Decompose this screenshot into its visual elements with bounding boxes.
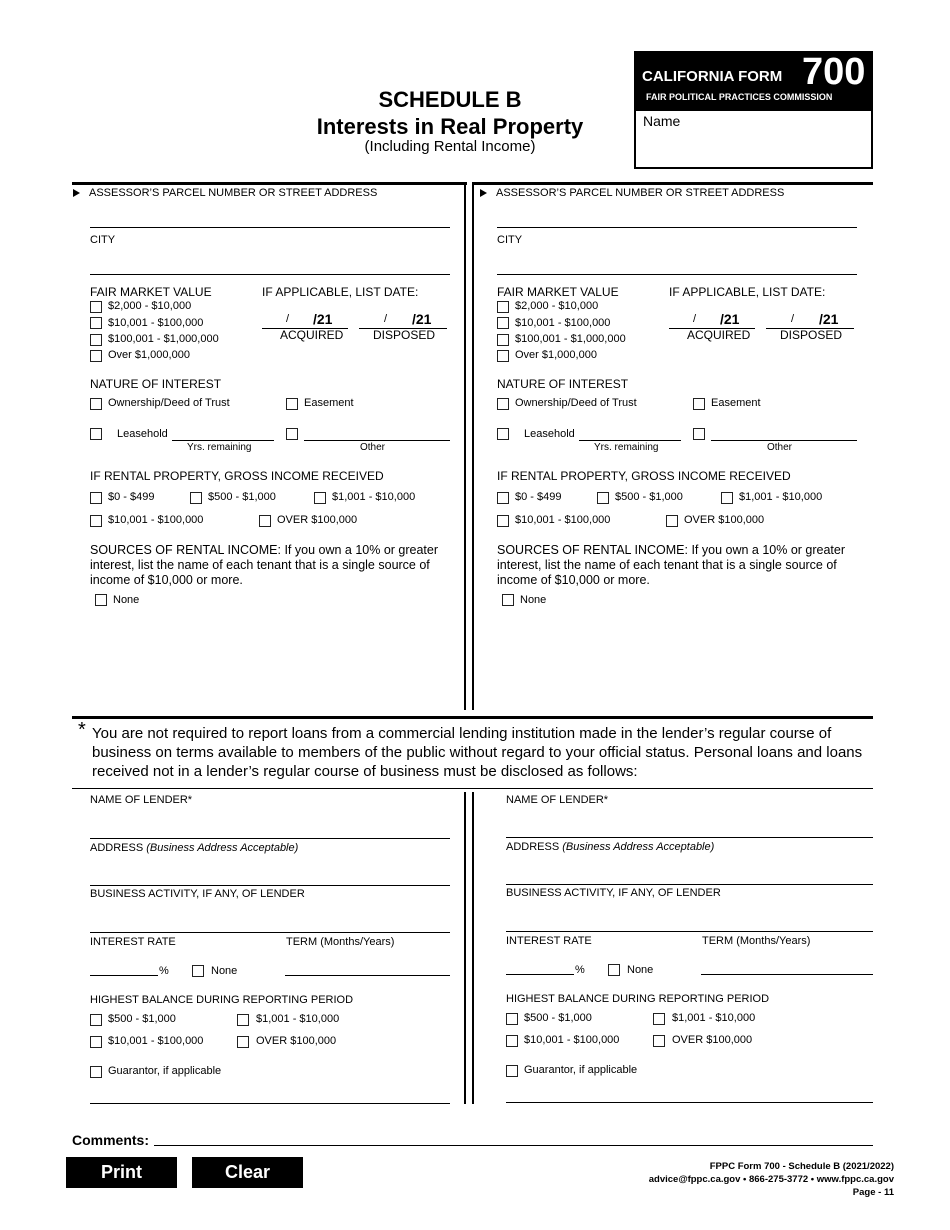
footer-info [649, 1160, 894, 1199]
list-date-label: IF APPLICABLE, LIST DATE: [262, 285, 419, 299]
fmv-option-3: $100,001 - $1,000,000 [515, 333, 626, 345]
fmv-checkbox-1[interactable] [90, 301, 102, 313]
rate-input[interactable] [506, 974, 574, 975]
address-input[interactable] [90, 885, 450, 886]
property-column-right [479, 185, 869, 705]
rental-checkbox-2[interactable] [597, 492, 609, 504]
easement-label: Easement [304, 397, 354, 409]
guarantor-label: Guarantor, if applicable [108, 1065, 222, 1077]
rental-checkbox-1[interactable] [90, 492, 102, 504]
fmv-label: FAIR MARKET VALUE [497, 285, 619, 299]
balance-option-3: $10,001 - $100,000 [524, 1034, 620, 1046]
activity-input[interactable] [506, 931, 873, 932]
none-checkbox[interactable] [502, 594, 514, 606]
balance-checkbox-2[interactable] [237, 1014, 249, 1026]
guarantor-input[interactable] [90, 1103, 450, 1104]
none-checkbox[interactable] [95, 594, 107, 606]
acquired-slash: / [286, 313, 290, 325]
property-column-left [72, 185, 462, 705]
form-reference: FPPC Form 700 - Schedule B (2021/2022) [709, 1161, 894, 1172]
schedule-title: SCHEDULE B [378, 87, 522, 112]
percent-sign: % [575, 964, 585, 976]
balance-checkbox-1[interactable] [506, 1013, 518, 1025]
comments-label: Comments: [72, 1132, 150, 1148]
form-number: 700 [802, 51, 866, 93]
balance-checkbox-4[interactable] [653, 1035, 665, 1047]
other-label: Other [767, 442, 793, 453]
loan-divider-right [472, 792, 474, 1104]
other-checkbox[interactable] [693, 428, 705, 440]
city-input[interactable] [90, 274, 450, 275]
parcel-label: ASSESSOR’S PARCEL NUMBER OR STREET ADDRESS [89, 187, 378, 199]
rental-checkbox-4[interactable] [90, 515, 102, 527]
rate-none-checkbox[interactable] [192, 965, 204, 977]
rental-label: IF RENTAL PROPERTY, GROSS INCOME RECEIVED [497, 469, 791, 483]
other-input[interactable] [711, 440, 857, 441]
none-label: None [113, 594, 140, 606]
nature-label: NATURE OF INTEREST [497, 377, 629, 391]
easement-label: Easement [711, 397, 761, 409]
rental-option-2: $500 - $1,000 [208, 491, 276, 503]
none-label: None [520, 594, 547, 606]
acquired-year: /21 [313, 311, 333, 327]
balance-option-3: $10,001 - $100,000 [108, 1035, 204, 1047]
leasehold-label: Leasehold [524, 428, 575, 440]
acquired-year: /21 [720, 311, 740, 327]
address-label-text: ADDRESS [90, 842, 144, 854]
clear-button[interactable]: Clear [192, 1157, 303, 1188]
balance-label: HIGHEST BALANCE DURING REPORTING PERIOD [90, 994, 354, 1006]
percent-sign: % [159, 965, 169, 977]
guarantor-checkbox[interactable] [90, 1066, 102, 1078]
balance-option-2: $1,001 - $10,000 [672, 1012, 756, 1024]
rental-checkbox-5[interactable] [259, 515, 271, 527]
activity-input[interactable] [90, 932, 450, 933]
rate-input[interactable] [90, 975, 158, 976]
fmv-option-4: Over $1,000,000 [515, 349, 597, 361]
balance-checkbox-3[interactable] [90, 1036, 102, 1048]
activity-label: BUSINESS ACTIVITY, IF ANY, OF LENDER [506, 887, 721, 899]
rental-checkbox-2[interactable] [190, 492, 202, 504]
notice-asterisk: * [78, 719, 86, 741]
property-divider-left [464, 182, 466, 710]
sources-text: SOURCES OF RENTAL INCOME: If you own a 10% or greater interest, list the name of each tenant that is a single source of income of $10,000 or more. [497, 543, 846, 587]
rate-label: INTEREST RATE [506, 935, 592, 947]
yrs-remaining-label: Yrs. remaining [594, 442, 659, 453]
address-label-text: ADDRESS [506, 841, 560, 853]
rental-option-4: $10,001 - $100,000 [515, 514, 611, 526]
rental-checkbox-4[interactable] [497, 515, 509, 527]
property-divider-right [472, 182, 474, 710]
comments-input[interactable] [154, 1145, 873, 1146]
acquired-label: ACQUIRED [687, 328, 751, 342]
activity-label: BUSINESS ACTIVITY, IF ANY, OF LENDER [90, 888, 305, 900]
disposed-year: /21 [412, 311, 432, 327]
rental-option-1: $0 - $499 [108, 491, 155, 503]
address-input[interactable] [506, 884, 873, 885]
disposed-label: DISPOSED [373, 328, 436, 342]
disposed-slash: / [384, 313, 388, 325]
fmv-option-2: $10,001 - $100,000 [108, 317, 204, 329]
fmv-checkbox-1[interactable] [497, 301, 509, 313]
notice-text: You are not required to report loans from a commercial lending institution made in the lender’s regular course of business on terms available to members of the public without regard to your official status. Personal loans and loans received not in a lender’s regular course of business must be disclosed as follows: [92, 725, 863, 780]
acquired-label: ACQUIRED [280, 328, 344, 342]
sources-text: SOURCES OF RENTAL INCOME: If you own a 10% or greater interest, list the name of each tenant that is a single source of income of $10,000 or more. [90, 543, 439, 587]
guarantor-checkbox[interactable] [506, 1065, 518, 1077]
pointer-arrow-icon [480, 189, 487, 197]
schedule-subtitle: Interests in Real Property [316, 114, 584, 139]
form-id-box [634, 51, 873, 169]
yrs-remaining-label: Yrs. remaining [187, 442, 252, 453]
address-label [506, 841, 714, 853]
fmv-checkbox-4[interactable] [497, 350, 509, 362]
form-label: CALIFORNIA FORM [642, 68, 783, 85]
list-date-label: IF APPLICABLE, LIST DATE: [669, 285, 826, 299]
rental-option-4: $10,001 - $100,000 [108, 514, 204, 526]
commission-label: FAIR POLITICAL PRACTICES COMMISSION [646, 92, 833, 102]
lender-input[interactable] [506, 837, 873, 838]
schedule-subtitle-note: (Including Rental Income) [364, 138, 536, 155]
rate-label: INTEREST RATE [90, 936, 176, 948]
balance-option-1: $500 - $1,000 [524, 1012, 592, 1024]
page-number: Page - 11 [852, 1187, 894, 1198]
term-input[interactable] [701, 974, 873, 975]
rental-checkbox-3[interactable] [721, 492, 733, 504]
notice-bottom-rule [72, 788, 873, 789]
rental-option-5: OVER $100,000 [684, 514, 765, 526]
fmv-option-3: $100,001 - $1,000,000 [108, 333, 219, 345]
other-label: Other [360, 442, 386, 453]
rate-none-checkbox[interactable] [608, 964, 620, 976]
fmv-checkbox-2[interactable] [497, 317, 509, 329]
name-label: Name [643, 113, 681, 129]
disposed-year: /21 [819, 311, 839, 327]
fmv-label: FAIR MARKET VALUE [90, 285, 212, 299]
balance-option-4: OVER $100,000 [672, 1034, 753, 1046]
acquired-slash: / [693, 313, 697, 325]
guarantor-label: Guarantor, if applicable [524, 1064, 638, 1076]
leasehold-label: Leasehold [117, 428, 168, 440]
city-input[interactable] [497, 274, 857, 275]
rental-option-3: $1,001 - $10,000 [332, 491, 416, 503]
balance-checkbox-3[interactable] [506, 1035, 518, 1047]
lender-label: NAME OF LENDER* [506, 794, 609, 806]
balance-checkbox-2[interactable] [653, 1013, 665, 1025]
address-label [90, 842, 298, 854]
notice-top-rule [72, 716, 873, 719]
easement-checkbox[interactable] [693, 398, 705, 410]
rental-checkbox-1[interactable] [497, 492, 509, 504]
loan-column-right [488, 792, 873, 1107]
fmv-checkbox-3[interactable] [90, 334, 102, 346]
lender-input[interactable] [90, 838, 450, 839]
parcel-label: ASSESSOR’S PARCEL NUMBER OR STREET ADDRESS [496, 187, 785, 199]
rental-checkbox-3[interactable] [314, 492, 326, 504]
balance-checkbox-4[interactable] [237, 1036, 249, 1048]
loan-column-left [72, 792, 457, 1107]
fmv-option-2: $10,001 - $100,000 [515, 317, 611, 329]
balance-label: HIGHEST BALANCE DURING REPORTING PERIOD [506, 993, 770, 1005]
print-button[interactable]: Print [66, 1157, 177, 1188]
easement-checkbox[interactable] [286, 398, 298, 410]
ownership-checkbox[interactable] [497, 398, 509, 410]
rental-label: IF RENTAL PROPERTY, GROSS INCOME RECEIVED [90, 469, 384, 483]
city-label: CITY [90, 234, 116, 246]
address-note: (Business Address Acceptable) [562, 841, 715, 853]
rental-option-5: OVER $100,000 [277, 514, 358, 526]
loan-divider-left [464, 792, 466, 1104]
fmv-checkbox-2[interactable] [90, 317, 102, 329]
rental-option-1: $0 - $499 [515, 491, 562, 503]
disposed-slash: / [791, 313, 795, 325]
balance-option-4: OVER $100,000 [256, 1035, 337, 1047]
parcel-input[interactable] [497, 227, 857, 228]
other-input[interactable] [304, 440, 450, 441]
city-label: CITY [497, 234, 523, 246]
fmv-checkbox-4[interactable] [90, 350, 102, 362]
address-note: (Business Address Acceptable) [146, 842, 299, 854]
term-input[interactable] [285, 975, 450, 976]
yrs-remaining-input[interactable] [172, 440, 274, 441]
balance-option-1: $500 - $1,000 [108, 1013, 176, 1025]
fmv-option-1: $2,000 - $10,000 [515, 300, 599, 312]
fmv-option-4: Over $1,000,000 [108, 349, 190, 361]
term-label: TERM (Months/Years) [702, 935, 811, 947]
balance-checkbox-1[interactable] [90, 1014, 102, 1026]
other-checkbox[interactable] [286, 428, 298, 440]
contact-info: advice@fppc.ca.gov • 866-275-3772 • www.fppc.ca.gov [648, 1174, 894, 1185]
balance-option-2: $1,001 - $10,000 [256, 1013, 340, 1025]
nature-label: NATURE OF INTEREST [90, 377, 222, 391]
parcel-input[interactable] [90, 227, 450, 228]
rate-none-label: None [211, 965, 238, 977]
fmv-checkbox-3[interactable] [497, 334, 509, 346]
yrs-remaining-input[interactable] [579, 440, 681, 441]
ownership-label: Ownership/Deed of Trust [108, 397, 230, 409]
fmv-option-1: $2,000 - $10,000 [108, 300, 192, 312]
lender-label: NAME OF LENDER* [90, 794, 193, 806]
rental-option-2: $500 - $1,000 [615, 491, 683, 503]
guarantor-input[interactable] [506, 1102, 873, 1103]
rental-option-3: $1,001 - $10,000 [739, 491, 823, 503]
name-input[interactable] [640, 133, 866, 163]
leasehold-checkbox[interactable] [90, 428, 102, 440]
leasehold-checkbox[interactable] [497, 428, 509, 440]
ownership-checkbox[interactable] [90, 398, 102, 410]
rental-checkbox-5[interactable] [666, 515, 678, 527]
pointer-arrow-icon [73, 189, 80, 197]
term-label: TERM (Months/Years) [286, 936, 395, 948]
rate-none-label: None [627, 964, 654, 976]
ownership-label: Ownership/Deed of Trust [515, 397, 637, 409]
disposed-label: DISPOSED [780, 328, 843, 342]
